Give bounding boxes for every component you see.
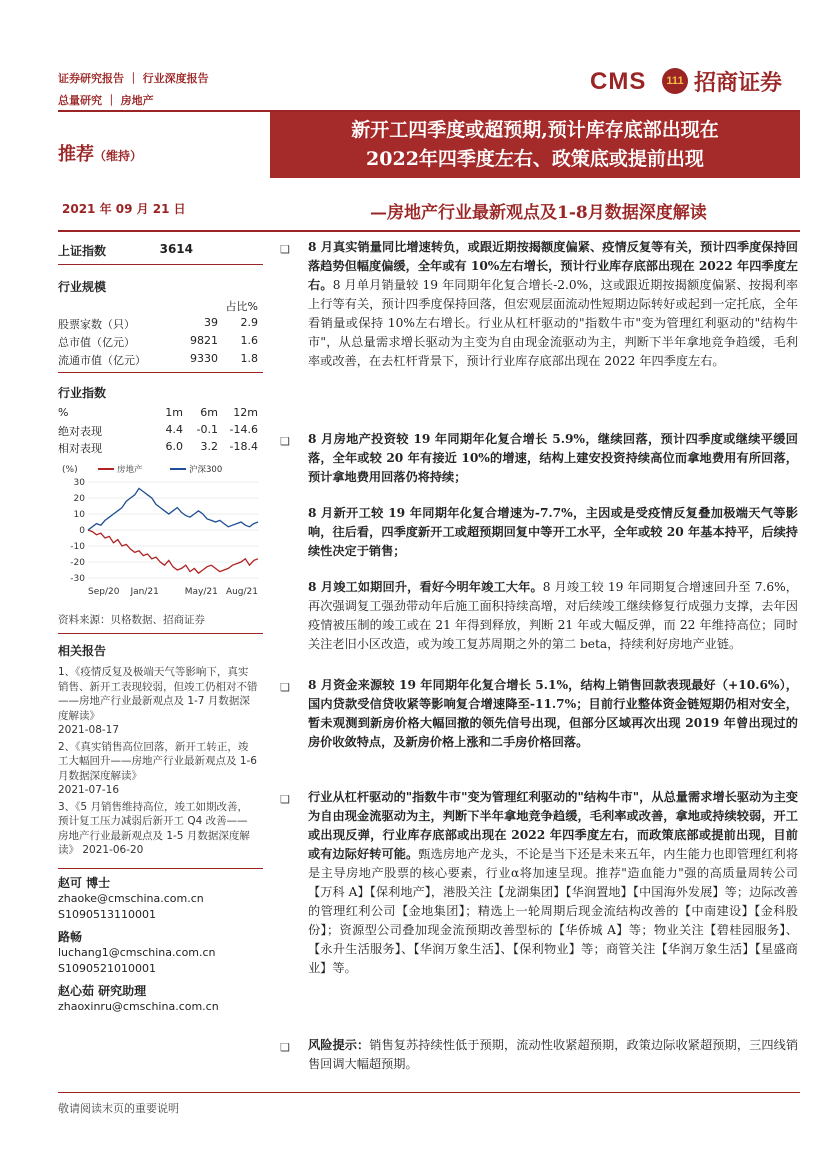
related-text: 3、《5 月销售维持高位，竣工如期改善，预计复工压力减弱后新开工 Q4 改善——房地产行业最新观点及 1-5 月数据深度解读》 — [58, 800, 250, 856]
para-body: 甄选房地产龙头，不论是当下还是未来五年，内生能力也即管理红利将是主导房地产股票的核心要素，行业α将加速呈现。推荐"造血能力"强的高质量周转公司【万科 A】【保利地产】，港股关注【龙湖集团】【华润置地】【中国海外发展】等；边际改善的管理红利公司【金地集团】；精选上一轮周期后现金流结构改善的【中南建设】【金科股份】；资源型公司叠加现金流预期改善型标的【华侨城 A】等；物业关注【碧桂园服务】、【永升生活服务】、【华润万象生活】、【保利物业】等；商管关注【华润万象生活】【星盛商业】等。 — [308, 847, 799, 975]
index-label: 上证指数 — [58, 244, 107, 258]
para-body: 销售复苏持续性低于预期，流动性收紧超预期，政策边际收紧超预期，三四线销售回调大幅超预期。 — [308, 1038, 799, 1071]
perf-label: 相对表现 — [58, 442, 102, 455]
related-text: 1、《疫情反复及极端天气等影响下，真实销售、新开工表现较弱，但竣工仍相对不错——房地产行业最新观点及 1-7 月数据深度解读》 — [58, 666, 258, 722]
scale-row — [58, 352, 263, 368]
perf-c: -18.4 — [229, 440, 258, 453]
report-subtitle: —房地产行业最新观点及1-8月数据深度解读 — [370, 203, 707, 223]
x-tick-label: Aug/21 — [225, 587, 258, 597]
scale-v2: 1.8 — [240, 352, 258, 365]
author-name: 赵可 博士 — [58, 875, 111, 890]
rating — [58, 140, 142, 166]
rating-sub: （维持） — [94, 149, 143, 163]
x-tick-label: Jan/21 — [130, 587, 159, 597]
related-item[interactable] — [58, 740, 258, 798]
sidebar-lower — [58, 612, 268, 1015]
bullet-icon: ❑ — [280, 793, 290, 806]
logo-cms-text: CMS — [590, 68, 647, 95]
perf-header-c: 12m — [233, 406, 258, 419]
index-value: 3614 — [159, 242, 193, 256]
y-tick-label: 30 — [73, 478, 85, 488]
summary-para-2: 8 月房地产投资较 19 年同期年化复合增长 5.9%，继续回落，预计四季度或继续平缓回落，全年或较 20 年有接近 10%的增速，结构上建安投资持续高位而拿地费用有所回落，预计拿地费用回落仍将持续； — [308, 432, 798, 484]
legend-label: 房地产 — [117, 465, 143, 475]
research-category-line: 总量研究 ｜ 房地产 — [58, 94, 154, 107]
author-id: S1090521010001 — [58, 961, 156, 975]
author-id: S1090513110001 — [58, 907, 156, 921]
perf-label: 绝对表现 — [58, 425, 102, 438]
cms-logo — [590, 66, 800, 100]
para-body: 8 月竣工较 19 年同期复合增速回升至 7.6%，再次强调复工强劲带动年后施工面积持续高增，对后续竣工继续修复行成强力支撑，去年因疫情被压制的竣工或在 21 年得到释放，判断 21 年或大幅反弹，而 22 年维持高位；同时关注老旧小区改造，或为竣工复苏周期之外的第二 beta，持续利好房地产业链。 — [308, 580, 798, 651]
y-tick-label: -30 — [70, 574, 85, 584]
x-tick-label: May/21 — [184, 587, 218, 597]
related-title: 相关报告 — [58, 644, 107, 658]
perf-row — [58, 440, 263, 456]
footer-divider — [58, 1092, 800, 1093]
perf-title: 行业指数 — [58, 386, 107, 400]
scale-v1: 9821 — [190, 334, 218, 347]
y-tick-label: -20 — [70, 558, 85, 568]
perf-header-label: % — [58, 406, 69, 419]
divider — [58, 868, 263, 869]
logo-cn-text: 招商证券 — [694, 71, 783, 96]
bullet-icon: ❑ — [280, 243, 290, 256]
related-date: 2021-06-20 — [82, 844, 144, 856]
rating-main: 推荐 — [58, 144, 94, 165]
para-lead: 风险提示： — [308, 1038, 370, 1052]
summary-para-3: 8 月新开工较 19 年同期年化复合增速为-7.7%，主因或是受疫情反复叠加极端天气等影响，往后看，四季度新开工或超预期回复中等开工水平，全年或较 20 年基本持平，后续持续性决定于销售； — [308, 506, 798, 558]
scale-pct-header: 占比% — [225, 300, 258, 313]
summary-para-5: 8 月资金来源较 19 年同期年化复合增长 5.1%，结构上销售回款表现最好（+10.6%），国内贷款受信贷收紧等影响复合增速降至-11.7%；目前行业整体资金链短期仍相对安全，暂未观测到新房价格大幅回撤的领先信号出现，但部分区域再次出现 2019 年曾出现过的房价收敛特点，及新房价格上涨和二手房价格回落。 — [308, 678, 798, 749]
related-text: 2、《真实销售高位回落，新开工转正，竣工大幅回升——房地产行业最新观点及 1-6 月数据深度解读》 — [58, 740, 257, 782]
perf-header-b: 6m — [200, 406, 218, 419]
logo-seal-icon: 111 — [662, 68, 688, 94]
scale-v2: 1.6 — [240, 334, 258, 347]
scale-label: 股票家数（只） — [58, 318, 135, 331]
author-name: 路畅 — [58, 929, 83, 944]
perf-c: -14.6 — [229, 423, 258, 436]
bullet-icon: ❑ — [280, 681, 290, 694]
perf-a: 6.0 — [165, 440, 183, 453]
related-date: 2021-08-17 — [58, 724, 120, 736]
report-title — [270, 112, 800, 178]
perf-b: -0.1 — [196, 423, 218, 436]
scale-v1: 39 — [204, 316, 218, 329]
subtitle-divider — [58, 230, 800, 232]
scale-v1: 9330 — [190, 352, 218, 365]
y-tick-label: -10 — [70, 542, 85, 552]
perf-header — [58, 406, 263, 419]
related-date: 2021-07-16 — [58, 784, 120, 796]
divider — [58, 264, 263, 265]
author-email[interactable]: zhaoke@cmschina.com.cn — [58, 891, 204, 905]
y-tick-label: 20 — [73, 494, 85, 504]
perf-row — [58, 423, 263, 439]
summary-para-4 — [308, 578, 798, 654]
y-tick-label: 10 — [73, 510, 85, 520]
para-lead: 8 月真实销量同比增速转负，或跟近期按揭额度偏紧、疫情反复等有关，预计四季度保持回落趋势但幅度偏缓，全年或有 10%左右增长，预计行业库存底部出现在 2022 年四季度左右。 — [308, 240, 798, 292]
chart-source: 资料来源：贝格数据、招商证券 — [58, 614, 205, 626]
scale-label: 流通市值（亿元） — [58, 354, 146, 367]
related-item[interactable] — [58, 665, 258, 738]
scale-row — [58, 334, 263, 350]
related-item[interactable] — [58, 800, 258, 858]
series-line-realestate — [88, 530, 258, 573]
index-row — [58, 242, 263, 259]
scale-label: 总市值（亿元） — [58, 336, 135, 349]
para-lead: 行业从杠杆驱动的"指数牛市"变为管理红利驱动的"结构牛市"，从总量需求增长驱动为主变为自由现金流驱动为主，判断下半年拿地竞争趋缓，毛利率或改善，拿地或持续较弱，开工或出现反弹，行业库存底部或出现在 2022 年四季度左右，而政策底部或提前出现，目前或有边际好转可能。 — [308, 790, 798, 861]
perf-header-a: 1m — [165, 406, 183, 419]
title-line-1: 新开工四季度或超预期,预计库存底部出现在 — [351, 119, 719, 141]
divider — [58, 633, 263, 634]
legend-label: 沪深300 — [189, 465, 223, 475]
related-list — [58, 665, 258, 858]
perf-b: 3.2 — [200, 440, 218, 453]
risk-para — [308, 1036, 798, 1074]
relative-performance-chart — [58, 460, 268, 600]
para-lead: 8 月竣工如期回升，看好今明年竣工大年。 — [308, 580, 543, 594]
scale-row — [58, 316, 263, 332]
report-date: 2021 年 09 月 21 日 — [62, 202, 186, 216]
bullet-icon: ❑ — [280, 435, 290, 448]
report-type-line: 证券研究报告 ｜ 行业深度报告 — [58, 72, 209, 85]
summary-para-1 — [308, 238, 798, 371]
footer-note: 敬请阅读末页的重要说明 — [58, 1102, 179, 1115]
summary-para-6 — [308, 788, 798, 978]
scale-v2: 2.9 — [240, 316, 258, 329]
perf-a: 4.4 — [165, 423, 183, 436]
title-line-2: 2022年四季度左右、政策底或提前出现 — [366, 148, 704, 170]
x-tick-label: Sep/20 — [88, 587, 120, 597]
bullet-icon: ❑ — [280, 1041, 290, 1054]
author-email[interactable]: zhaoxinru@cmschina.com.cn — [58, 999, 219, 1013]
author-email[interactable]: luchang1@cmschina.com.cn — [58, 945, 216, 959]
authors — [58, 875, 268, 1015]
author-name: 赵心茹 研究助理 — [58, 983, 147, 998]
scale-title: 行业规模 — [58, 280, 107, 294]
series-line-hs300 — [88, 488, 258, 530]
divider — [58, 372, 263, 373]
chart-ylabel: (%) — [62, 465, 78, 475]
para-body: 8 月单月销量较 19 年同期年化复合增长-2.0%，这或跟近期按揭额度偏紧、按揭利率上行等有关，预计四季度保持回落，但宏观层面流动性短期边际转好或起到一定托底，全年看销量或保持 10%左右增长。行业从杠杆驱动的"指数牛市"变为管理红利驱动的"结构牛市"，从总量需求增长驱动为主变为自由现金流驱动为主，判断下半年拿地竞争趋缓，毛利率或改善，在去杠杆背景下，预计行业库存底部出现在 2022 年四季度左右。 — [308, 278, 799, 368]
y-tick-label: 0 — [79, 526, 85, 536]
